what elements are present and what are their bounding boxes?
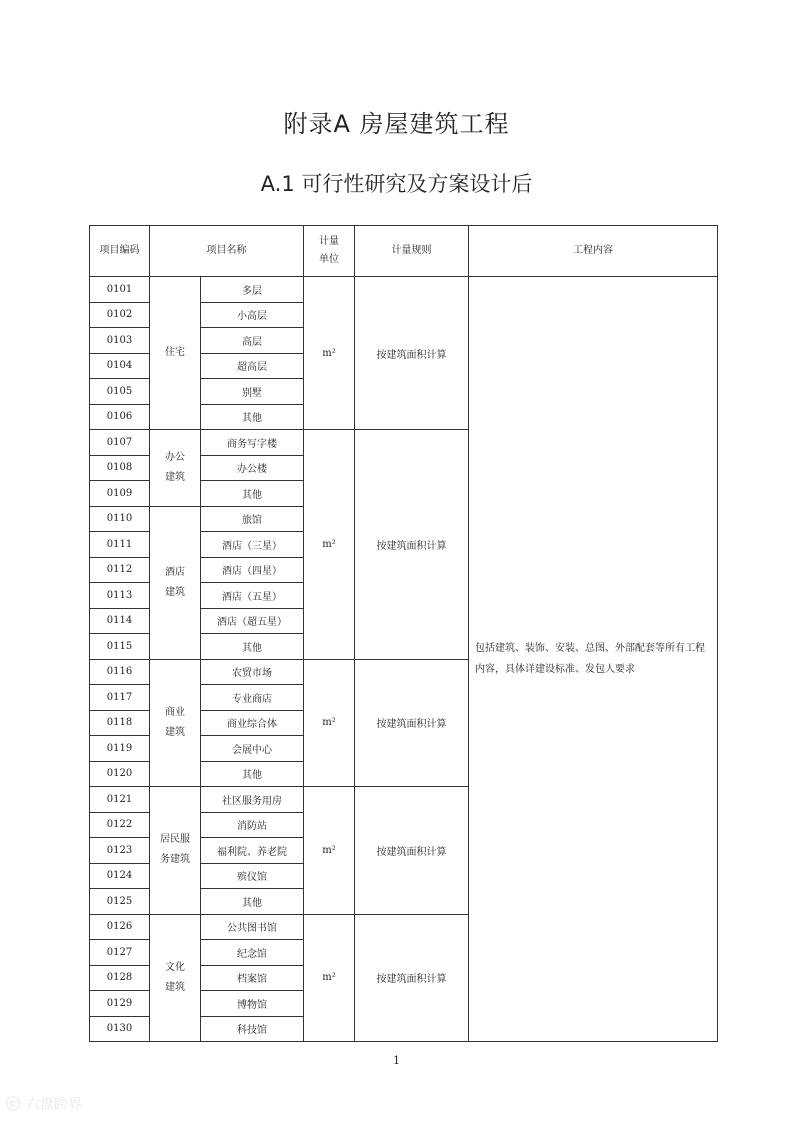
item-code: 0127	[90, 940, 150, 966]
item-code: 0122	[90, 812, 150, 838]
item-name: 商业综合体	[201, 710, 304, 736]
item-name: 科技馆	[201, 1016, 304, 1042]
item-code: 0123	[90, 838, 150, 864]
watermark-text: 六盘跨界	[26, 1097, 82, 1113]
item-code: 0124	[90, 863, 150, 889]
page-title: 附录A 房屋建筑工程	[283, 110, 510, 138]
header-name: 项目名称	[150, 226, 304, 277]
item-name: 商务写字楼	[201, 430, 304, 456]
item-name: 其他	[201, 761, 304, 787]
item-code: 0126	[90, 914, 150, 940]
item-code: 0114	[90, 608, 150, 634]
item-code: 0108	[90, 455, 150, 481]
unit-cell: m²	[304, 787, 355, 915]
item-code: 0118	[90, 710, 150, 736]
header-content: 工程内容	[469, 226, 718, 277]
rule-cell: 按建筑面积计算	[355, 277, 469, 430]
item-code: 0111	[90, 532, 150, 558]
item-code: 0112	[90, 557, 150, 583]
item-name: 会展中心	[201, 736, 304, 762]
item-name: 福利院、养老院	[201, 838, 304, 864]
item-name: 纪念馆	[201, 940, 304, 966]
item-code: 0102	[90, 302, 150, 328]
item-code: 0109	[90, 481, 150, 507]
item-name: 农贸市场	[201, 659, 304, 685]
item-code: 0128	[90, 965, 150, 991]
header-code: 项目编码	[90, 226, 150, 277]
item-code: 0125	[90, 889, 150, 915]
item-name: 酒店（超五星）	[201, 608, 304, 634]
item-code: 0115	[90, 634, 150, 660]
item-code: 0117	[90, 685, 150, 711]
item-name: 办公楼	[201, 455, 304, 481]
item-code: 0101	[90, 277, 150, 303]
table-row	[90, 277, 718, 303]
pricing-table	[89, 225, 718, 1042]
table-body	[90, 277, 718, 1042]
item-name: 殡仪馆	[201, 863, 304, 889]
item-name: 小高层	[201, 302, 304, 328]
header-rule: 计量规则	[355, 226, 469, 277]
item-name: 档案馆	[201, 965, 304, 991]
item-name: 其他	[201, 889, 304, 915]
table-header-row	[90, 226, 718, 277]
item-code: 0113	[90, 583, 150, 609]
item-name: 公共图书馆	[201, 914, 304, 940]
item-code: 0121	[90, 787, 150, 813]
item-name: 其他	[201, 404, 304, 430]
item-name: 超高层	[201, 353, 304, 379]
item-name: 旅馆	[201, 506, 304, 532]
item-code: 0104	[90, 353, 150, 379]
item-code: 0103	[90, 328, 150, 354]
category-cell: 办公 建筑	[150, 430, 201, 507]
item-name: 酒店（四星）	[201, 557, 304, 583]
item-code: 0105	[90, 379, 150, 405]
item-code: 0110	[90, 506, 150, 532]
item-name: 多层	[201, 277, 304, 303]
category-cell: 住宅	[150, 277, 201, 430]
page-number: 1	[393, 1054, 400, 1067]
unit-cell: m²	[304, 277, 355, 430]
rule-cell: 按建筑面积计算	[355, 430, 469, 660]
category-cell: 文化 建筑	[150, 914, 201, 1042]
watermark-logo-icon: ⓒ	[6, 1097, 20, 1113]
rule-cell: 按建筑面积计算	[355, 914, 469, 1042]
category-cell: 商业 建筑	[150, 659, 201, 787]
item-name: 消防站	[201, 812, 304, 838]
item-name: 其他	[201, 634, 304, 660]
unit-cell: m²	[304, 914, 355, 1042]
unit-cell: m²	[304, 659, 355, 787]
unit-cell: m²	[304, 430, 355, 660]
item-name: 博物馆	[201, 991, 304, 1017]
item-name: 高层	[201, 328, 304, 354]
item-code: 0129	[90, 991, 150, 1017]
item-code: 0107	[90, 430, 150, 456]
rule-cell: 按建筑面积计算	[355, 787, 469, 915]
rule-cell: 按建筑面积计算	[355, 659, 469, 787]
item-code: 0120	[90, 761, 150, 787]
section-title: A.1 可行性研究及方案设计后	[260, 172, 533, 196]
item-code: 0106	[90, 404, 150, 430]
header-unit: 计量 单位	[304, 226, 355, 277]
item-code: 0119	[90, 736, 150, 762]
category-cell: 酒店 建筑	[150, 506, 201, 659]
watermark	[6, 1094, 82, 1114]
item-name: 专业商店	[201, 685, 304, 711]
item-name: 酒店（五星）	[201, 583, 304, 609]
item-name: 社区服务用房	[201, 787, 304, 813]
item-name: 别墅	[201, 379, 304, 405]
item-name: 酒店（三星）	[201, 532, 304, 558]
category-cell: 居民服 务建筑	[150, 787, 201, 915]
item-code: 0116	[90, 659, 150, 685]
item-name: 其他	[201, 481, 304, 507]
item-code: 0130	[90, 1016, 150, 1042]
content-cell: 包括建筑、装饰、安装、总图、外部配套等所有工程内容，具体详建设标准、发包人要求	[469, 277, 718, 1042]
